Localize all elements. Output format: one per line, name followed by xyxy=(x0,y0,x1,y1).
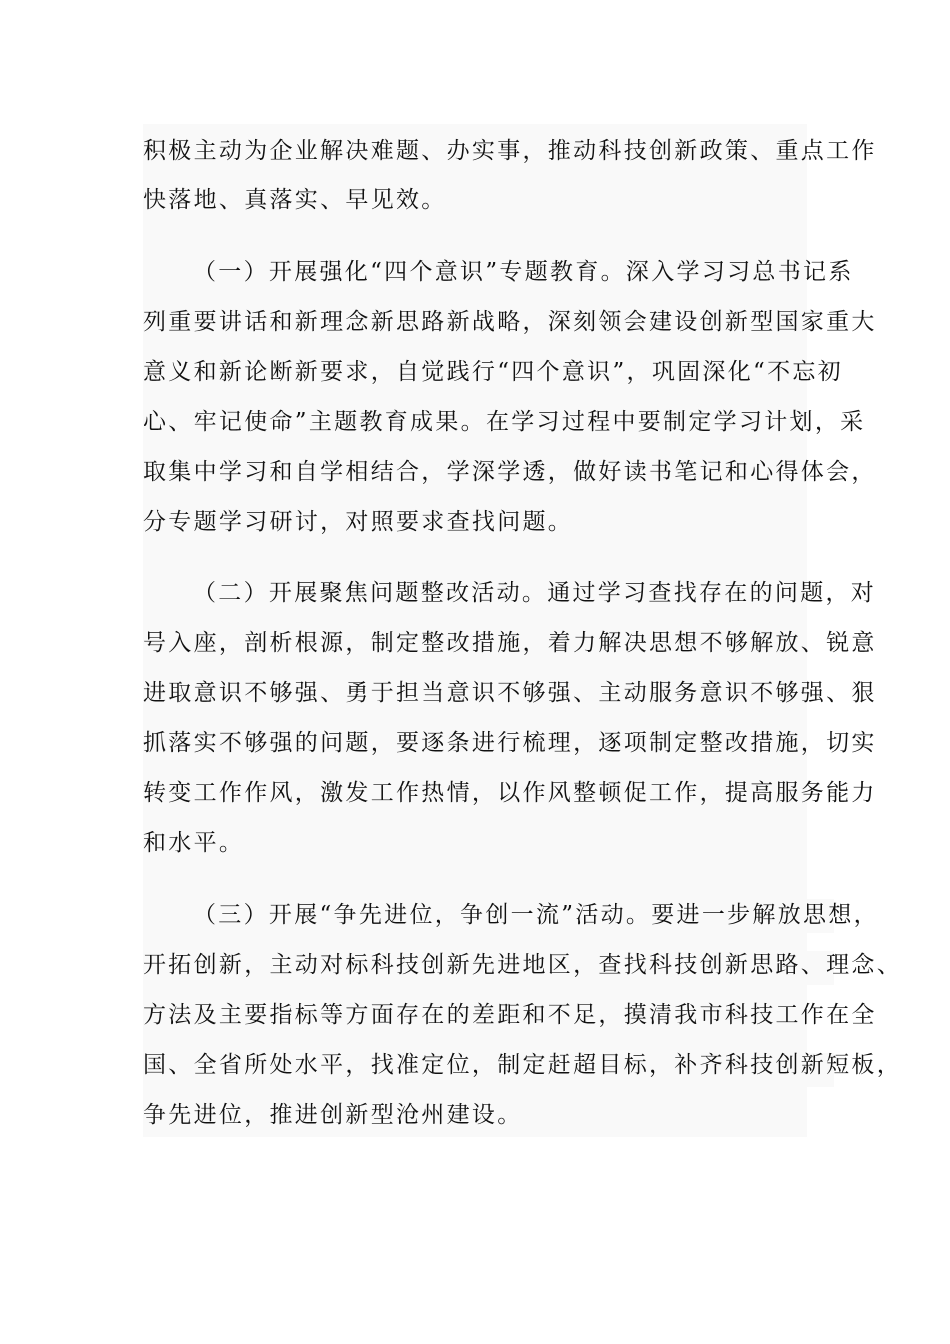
paragraph-line: 开拓创新，主动对标科技创新先进地区，查找科技创新思路、理念、 xyxy=(143,952,902,978)
paragraph-line: 抓落实不够强的问题，要逐条进行梳理，逐项制定整改措施，切实 xyxy=(143,730,877,756)
paragraph-line: 号入座，剖析根源，制定整改措施，着力解决思想不够解放、锐意 xyxy=(143,630,877,656)
paragraph-line: 和水平。 xyxy=(143,830,245,856)
paragraph-line: 意义和新论断新要求，自觉践行“四个意识”，巩固深化“不忘初 xyxy=(143,359,843,385)
paragraph-line: （一）开展强化“四个意识”专题教育。深入学习习总书记系 xyxy=(193,259,854,285)
paragraph-line: 转变工作作风，激发工作热情，以作风整顿促工作，提高服务能力 xyxy=(143,780,877,806)
paragraph-line: 快落地、真落实、早见效。 xyxy=(143,187,447,213)
paragraph-line: （二）开展聚焦问题整改活动。通过学习查找存在的问题，对 xyxy=(193,580,877,606)
paragraph-line: 积极主动为企业解决难题、办实事，推动科技创新政策、重点工作 xyxy=(143,138,877,164)
paragraph-line: 方法及主要指标等方面存在的差距和不足，摸清我市科技工作在全 xyxy=(143,1002,877,1028)
paragraph-line: （三）开展“争先进位，争创一流”活动。要进一步解放思想， xyxy=(193,902,879,928)
paragraph-line: 争先进位，推进创新型沧州建设。 xyxy=(143,1102,523,1128)
paragraph-line: 列重要讲话和新理念新思路新战略，深刻领会建设创新型国家重大 xyxy=(143,309,877,335)
paragraph-line: 取集中学习和自学相结合，学深学透，做好读书笔记和心得体会， xyxy=(143,459,877,485)
paragraph-line: 分专题学习研讨，对照要求查找问题。 xyxy=(143,509,574,535)
paragraph-line: 进取意识不够强、勇于担当意识不够强、主动服务意识不够强、狠 xyxy=(143,680,877,706)
paragraph-line: 心、牢记使命”主题教育成果。在学习过程中要制定学习计划，采 xyxy=(143,409,866,435)
paragraph-line: 国、全省所处水平，找准定位，制定赶超目标，补齐科技创新短板， xyxy=(143,1052,902,1078)
